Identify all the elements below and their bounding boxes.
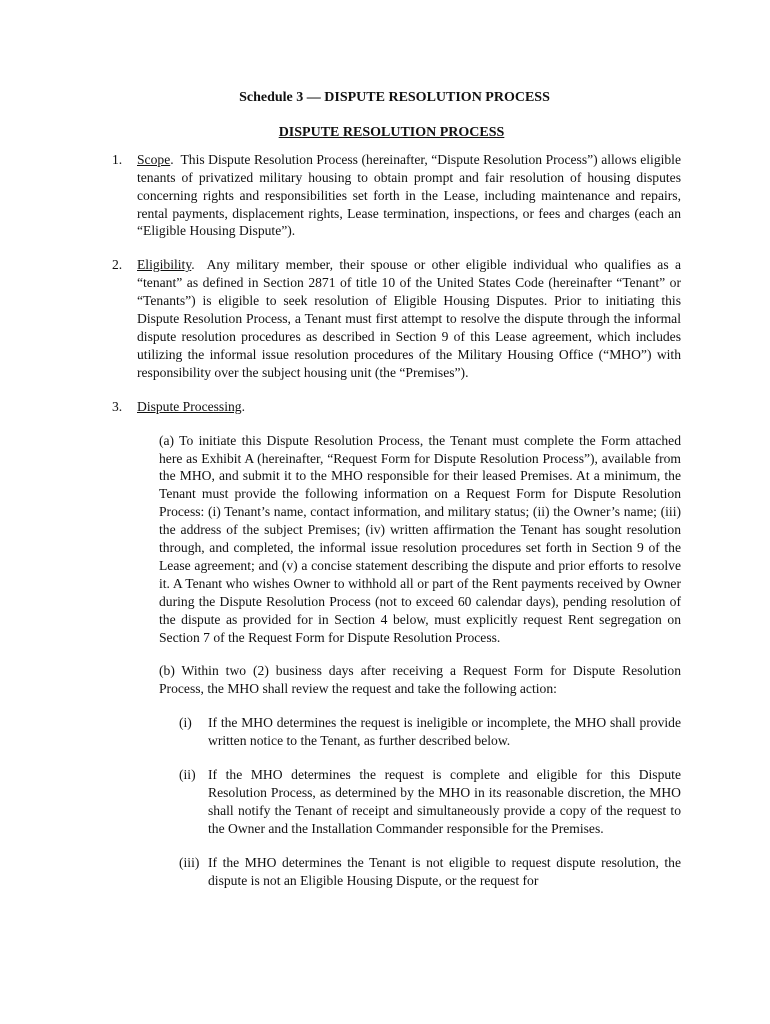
section-text: Any military member, their spouse or other eligible individual who qualifies as a “tenant” as defined in Section 2871 of title 10 of the United States Code (hereinafter “Tenant” or “Tenants”) is eligible to seek resolution of Eligible Housing Disputes. Prior to initiating this Dispute Resolution Process, a Tenant must first attempt to resolve the dispute through the informal dispute resolution procedures as described in Section 9 of this Lease agreement, which includes utilizing the informal issue resolution procedures of the Military Housing Office (“MHO”) with responsibility over the subject housing unit (the “Premises”). (137, 257, 685, 380)
list-item-text: If the MHO determines the Tenant is not eligible to request dispute resolution, the dispute is not an Eligible Housing Dispute, or the request for (208, 854, 681, 888)
list-item-i (179, 714, 681, 750)
list-item-label: (i) (179, 715, 192, 731)
section-heading: Eligibility (137, 257, 192, 273)
section-number: 2. (112, 257, 123, 273)
subsection-b: (b) Within two (2) business days after receiving a Request Form for Dispute Resolution Process, the MHO shall review the request and take the following action: (159, 663, 681, 697)
section-heading-punct: . (170, 151, 174, 167)
section-number: 1. (112, 151, 123, 167)
list-item-label: (ii) (179, 767, 196, 783)
section-heading-punct: . (241, 398, 245, 414)
section-heading: Dispute Processing (137, 398, 242, 414)
subsection-a: (a) To initiate this Dispute Resolution Process, the Tenant must complete the Form attached here as Exhibit A (hereinafter, “Request Form for Dispute Resolution Process”), available from the MHO, and submit it to the MHO responsible for their leased Premises. At a minimum, the Tenant must provide the following information on a Request Form for Dispute Resolution Process: (i) Tenant’s name, contact information, and military status; (ii) the Owner’s name; (iii) the address of the subject Premises; (iv) written affirmation the Tenant has sought resolution through, and completed, the informal issue resolution procedures set forth in Section 9 of the Lease agreement; and (v) a concise statement describing the dispute and prior efforts to resolve it. A Tenant who wishes Owner to withhold all or part of the Rent payments received by Owner during the Dispute Resolution Process (not to exceed 60 calendar days), pending resolution of the dispute as provided for in Section 4 below, must explicitly request Rent segregation on Section 7 of the Request Form for Dispute Resolution Process. (159, 432, 681, 645)
document-title: Schedule 3 — DISPUTE RESOLUTION PROCESS (239, 90, 550, 105)
section-dispute-processing (112, 398, 681, 416)
list-item-iii (179, 854, 681, 890)
list-item-text: If the MHO determines the request is complete and eligible for this Dispute Resolution Process, as determined by the MHO in its reasonable discretion, the MHO shall notify the Tenant of receipt and simultaneously provide a copy of the request to the Owner and the Installation Commander responsible for the Premises. (208, 767, 681, 836)
list-item-label: (iii) (179, 854, 200, 870)
list-item-text: If the MHO determines the request is ineligible or incomplete, the MHO shall provide written notice to the Tenant, as further described below. (208, 715, 681, 749)
document-subtitle: DISPUTE RESOLUTION PROCESS (278, 124, 505, 140)
section-scope (112, 151, 685, 241)
list-item-ii (179, 766, 681, 838)
section-heading-punct: . (191, 257, 195, 273)
section-eligibility (112, 256, 685, 381)
section-heading: Scope (137, 151, 171, 167)
section-number: 3. (112, 398, 123, 414)
section-text: This Dispute Resolution Process (hereinafter, “Dispute Resolution Process”) allows eligible tenants of privatized military housing to obtain prompt and fair resolution of housing disputes concerning rights and responsibilities set forth in the Lease, including maintenance and repairs, rental payments, displacement rights, Lease termination, inspections, or fees and charges (each an “Eligible Housing Dispute”). (137, 151, 685, 239)
